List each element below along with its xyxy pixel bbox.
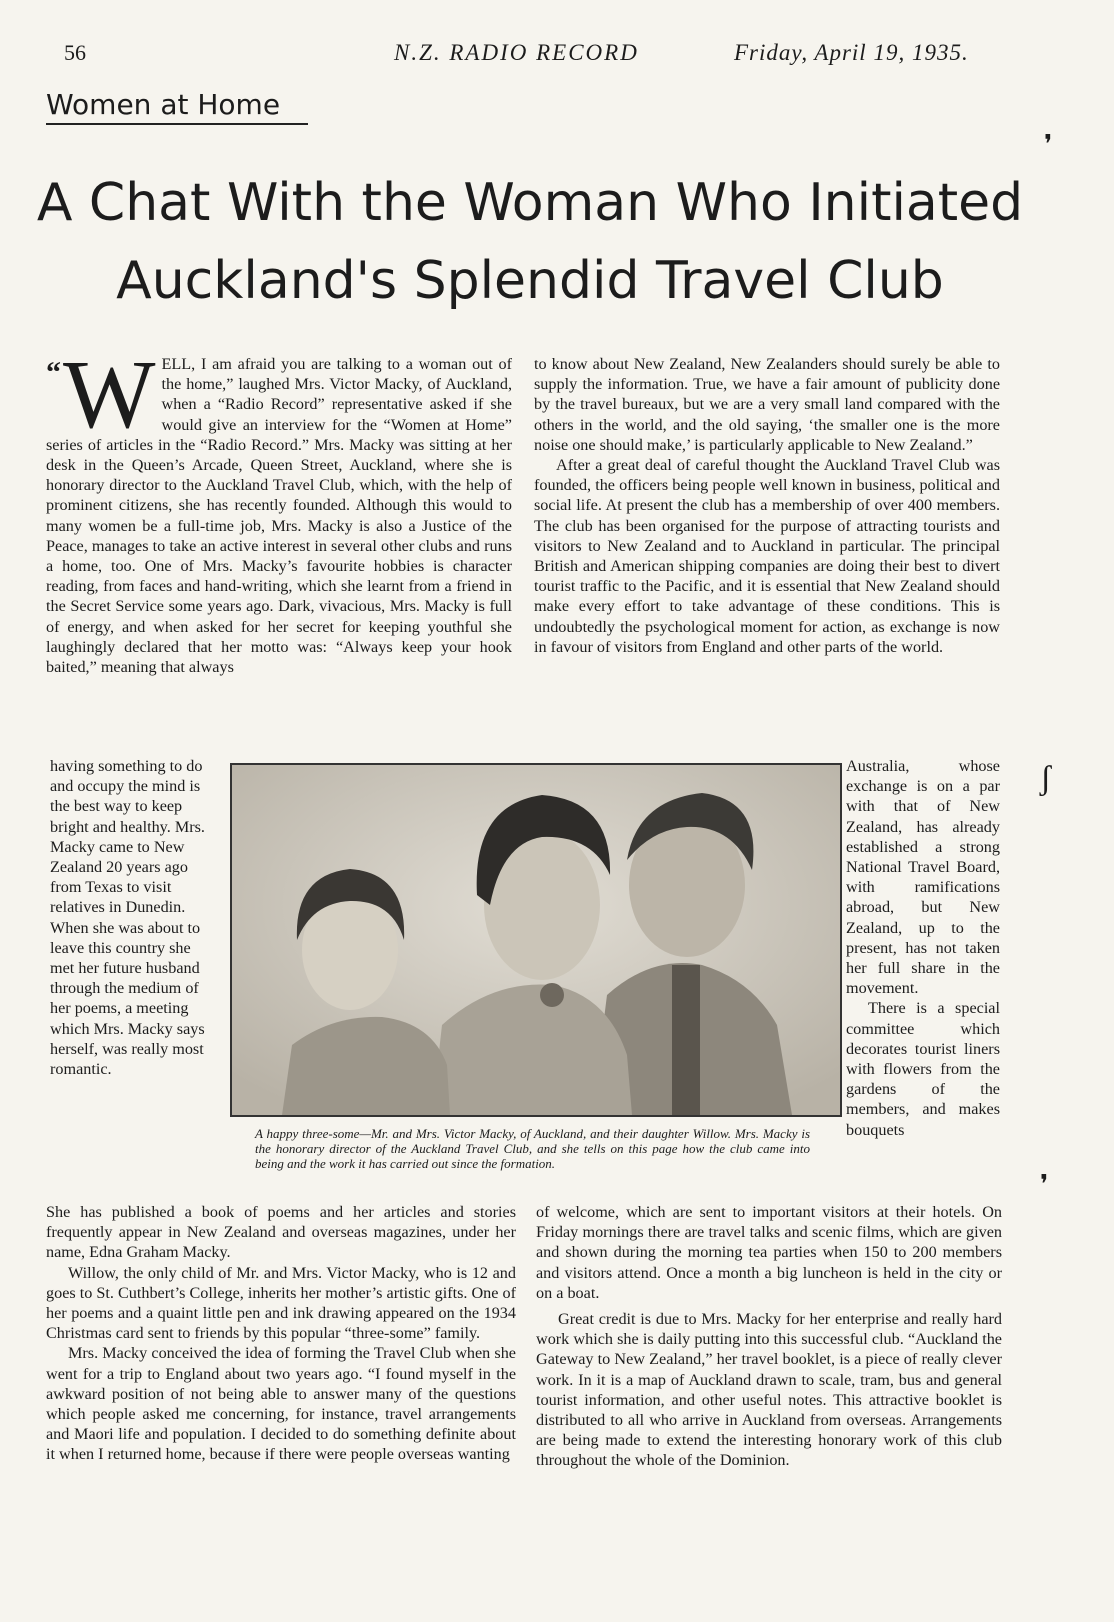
article-paragraph: After a great deal of careful thought the Auckland Travel Club was founded, the officers being people well known in business, political and social life. At present the club has a membership of over 400 members. The club has been organised for the purpose of attracting tourists and visitors to New Zealand and to Auckland in particular. The principal British and American shipping companies are doing their best to divert tourist traffic to the Pacific, and it is essential that New Zealand should make every effort to take advantage of these conditions. This is undoubtedly the psychological moment for action, as exchange is now in favour of visitors from England and other parts of the world.: [534, 456, 1000, 656]
article-paragraph: Australia, whose exchange is on a par with that of New Zealand, has already established a strong National Travel Board, with ramifications abroad, but New Zealand, up to the present, has not taken her full share in the movement.: [846, 757, 1000, 998]
publication-title: N.Z. RADIO RECORD: [394, 40, 639, 65]
col1-top: [46, 354, 512, 756]
drop-cap: W: [63, 354, 156, 449]
article-paragraph: having something to do and occupy the mind is the best way to keep bright and healthy. Mrs. Macky came to New Zealand 20 years ago from Texas to visit relatives in Dunedin. When she was about to leave this country she met her future husband through the medium of her poems, a meeting which Mrs. Macky says herself, was really most romantic.: [50, 757, 205, 1079]
article-paragraph: Mrs. Macky conceived the idea of forming the Travel Club when she went for a trip to England about two years ago. “I found myself in the awkward position of not being able to answer many of the questions which people asked me concerning, for instance, travel arrangements and Maori life and population. I decided to do something definite about it when I returned home, because if there were people overseas wanting: [46, 1344, 516, 1464]
article-paragraph: ELL, I am afraid you are talking to a woman out of the home,” laughed Mrs. Victor Macky, of Auckland, when a “Radio Record” representative asked if she would give an interview for the “Women at Home” series of articles in the “Radio Record.” Mrs. Macky was sitting at her desk in the Queen’s Arcade, Queen Street, Auckland, where she is honorary director to the Auckland Travel Club, which, with the help of prominent citizens, she has recently founded. Although this would to many women be a full-time job, Mrs. Macky is also a Justice of the Peace, manages to take an active interest in several other clubs and runs a home, too. One of Mrs. Macky’s favourite hobbies is character reading, from faces and hand-writing, which she learnt from a friend in the Secret Service some years ago. Dark, vivacious, Mrs. Macky is full of energy, and when asked for her secret for keeping youthful she laughingly declared that her motto was: “Always keep your hook baited,” meaning that always: [46, 355, 512, 677]
margin-mark: ❜: [1040, 1170, 1049, 1199]
col2-narrow: [846, 756, 1000, 1202]
margin-mark: ❜: [1044, 130, 1053, 159]
headline-line-2: Auckland's Splendid Travel Club: [116, 251, 944, 311]
issue-date: Friday, April 19, 1935.: [734, 40, 969, 65]
col1-bottom: [46, 1202, 516, 1547]
section-title: Women at Home: [46, 88, 308, 125]
page-header: [64, 40, 1014, 76]
family-photograph: [230, 763, 842, 1117]
photo-caption: A happy three-some—Mr. and Mrs. Victor Macky, of Auckland, and their daughter Willow. Mrs. Macky is the honorary director of the Auckland Travel Club, and she tells on this page how the club came into being and the work it has carried out since the formation.: [255, 1126, 810, 1171]
col2-top: [534, 354, 1000, 756]
col1-narrow: [50, 756, 205, 1202]
headline-line-1: A Chat With the Woman Who Initiated: [36, 173, 1024, 233]
article-paragraph: to know about New Zealand, New Zealanders should surely be able to supply the information. True, we have a fair amount of publicity done by the travel bureaux, but we are a very small land compared with the others in the world, and the old saying, ‘the smaller one is the more noise one should make,’ is particularly applicable to New Zealand.”: [534, 355, 1000, 454]
article-paragraph: Great credit is due to Mrs. Macky for her enterprise and really hard work which she is daily putting into this successful club. “Auckland the Gateway to New Zealand,” her travel booklet, is a piece of really clever work. In it is a map of Auckland drawn to scale, tram, bus and general tourist information, and other useful notes. This attractive booklet is distributed to all who arrive in Auckland from overseas. Arrangements are being made to extend the interesting honorary work of this club throughout the whole of the Dominion.: [536, 1310, 1002, 1470]
photo-illustration: [232, 765, 840, 1115]
woman-brooch: [540, 983, 564, 1007]
article-paragraph: Willow, the only child of Mr. and Mrs. Victor Macky, who is 12 and goes to St. Cuthbert’s College, inherits her mother’s artistic gifts. One of her poems and a quaint little pen and ink drawing appeared on the 1934 Christmas card sent to friends by this popular “three-some” family.: [46, 1263, 516, 1343]
margin-mark: ʃ: [1040, 760, 1052, 797]
article-paragraph: She has published a book of poems and her articles and stories frequently appear in New Zealand and overseas magazines, under her name, Edna Graham Macky.: [46, 1203, 516, 1262]
man-tie: [672, 965, 700, 1115]
opening-quote: “: [46, 356, 61, 389]
page-number: 56: [64, 40, 86, 65]
article-paragraph: There is a special committee which decorates tourist liners with flowers from the gardens of the members, and makes bouquets: [846, 999, 1000, 1139]
col2-bottom: [536, 1202, 1002, 1547]
article-paragraph: of welcome, which are sent to important visitors at their hotels. On Friday mornings there are travel talks and scenic films, which are given and shown during the morning tea parties when 150 to 200 members and visitors attend. Once a month a big luncheon is held in the city or on a boat.: [536, 1203, 1002, 1302]
article-headline: [30, 164, 1030, 320]
